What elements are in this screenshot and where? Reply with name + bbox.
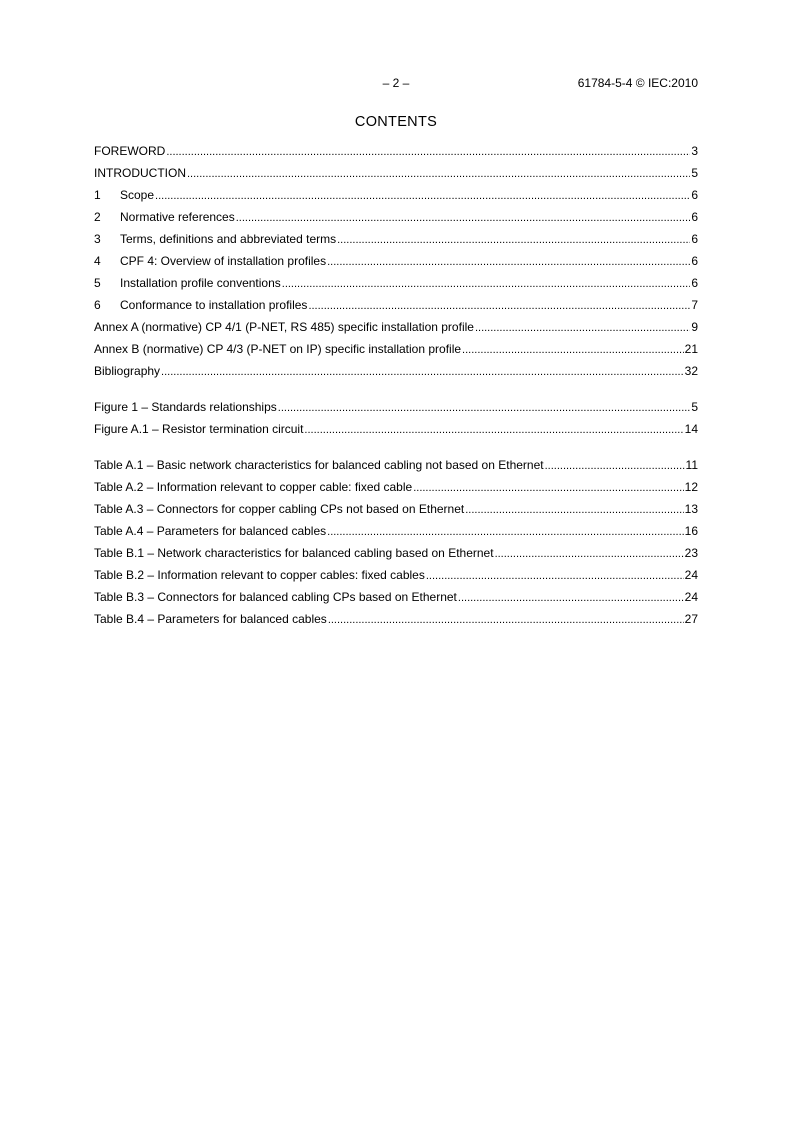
toc-entry-number: 6 xyxy=(94,298,101,312)
dot-leader xyxy=(458,590,684,604)
toc-entry-table-a3[interactable] xyxy=(94,502,698,524)
toc-entry-page: 12 xyxy=(684,480,698,494)
toc-entry-text: Table B.4 – Parameters for balanced cables xyxy=(94,612,327,626)
toc-entry-profile-conventions[interactable] xyxy=(94,276,698,298)
dot-leader xyxy=(304,422,683,436)
toc-entry-text: CPF 4: Overview of installation profiles xyxy=(120,254,327,268)
dot-leader xyxy=(475,320,690,334)
toc-entry-page: 6 xyxy=(691,232,698,246)
dot-leader xyxy=(462,342,684,356)
toc-entry-conformance[interactable] xyxy=(94,298,698,320)
toc-entry-text: Table B.2 – Information relevant to copper cables: fixed cables xyxy=(94,568,425,582)
toc-entry-text: Annex B (normative) CP 4/3 (P-NET on IP) specific installation profile xyxy=(94,342,462,356)
toc-entry-text: Table A.1 – Basic network characteristics for balanced cabling not based on Ethernet xyxy=(94,458,544,472)
toc-entry-table-b4[interactable] xyxy=(94,612,698,634)
toc-entry-table-a1[interactable] xyxy=(94,458,698,480)
toc-entry-figure-a1[interactable] xyxy=(94,422,698,444)
toc-entry-terms-definitions[interactable] xyxy=(94,232,698,254)
toc-entry-page: 24 xyxy=(684,590,698,604)
toc-entry-number: 2 xyxy=(94,210,101,224)
toc-entry-text: Scope xyxy=(120,188,155,202)
toc-entry-text: Figure A.1 – Resistor termination circuit xyxy=(94,422,304,436)
toc-entry-page: 23 xyxy=(684,546,698,560)
dot-leader xyxy=(308,298,690,312)
toc-entry-text: Table A.3 – Connectors for copper cabling CPs not based on Ethernet xyxy=(94,502,465,516)
dot-leader xyxy=(426,568,684,582)
toc-entry-page: 16 xyxy=(684,524,698,538)
dot-leader xyxy=(328,612,684,626)
dot-leader xyxy=(282,276,691,290)
dot-leader xyxy=(166,144,690,158)
page-title: CONTENTS xyxy=(354,114,438,130)
toc-entry-page: 14 xyxy=(684,422,698,436)
section-spacer xyxy=(94,444,698,458)
toc-entry-page: 5 xyxy=(691,400,698,414)
dot-leader xyxy=(413,480,683,494)
dot-leader xyxy=(327,254,690,268)
toc-entry-page: 21 xyxy=(684,342,698,356)
toc-entry-table-b3[interactable] xyxy=(94,590,698,612)
toc-entry-cpf4-overview[interactable] xyxy=(94,254,698,276)
toc-entry-table-b2[interactable] xyxy=(94,568,698,590)
toc-entry-figure-1[interactable] xyxy=(94,400,698,422)
dot-leader xyxy=(327,524,684,538)
toc-entry-text: Conformance to installation profiles xyxy=(120,298,308,312)
dot-leader xyxy=(495,546,684,560)
table-of-contents xyxy=(94,144,698,634)
toc-entry-number: 5 xyxy=(94,276,101,290)
toc-entry-text: Figure 1 – Standards relationships xyxy=(94,400,277,414)
toc-entry-text: FOREWORD xyxy=(94,144,166,158)
dot-leader xyxy=(278,400,691,414)
toc-entry-table-b1[interactable] xyxy=(94,546,698,568)
toc-entry-foreword[interactable] xyxy=(94,144,698,166)
toc-entry-text: Table A.4 – Parameters for balanced cables xyxy=(94,524,327,538)
document-page xyxy=(94,0,698,1122)
toc-entry-page: 3 xyxy=(691,144,698,158)
toc-entry-text: Normative references xyxy=(120,210,235,224)
toc-entry-annex-a[interactable] xyxy=(94,320,698,342)
toc-entry-page: 9 xyxy=(691,320,698,334)
toc-entry-text: Terms, definitions and abbreviated terms xyxy=(120,232,337,246)
toc-entry-number: 4 xyxy=(94,254,101,268)
toc-entry-text: Table A.2 – Information relevant to copper cable: fixed cable xyxy=(94,480,413,494)
toc-entry-text: Table B.3 – Connectors for balanced cabling CPs based on Ethernet xyxy=(94,590,457,604)
dot-leader xyxy=(545,458,685,472)
page-number: – 2 – xyxy=(382,76,410,90)
toc-entry-page: 6 xyxy=(691,254,698,268)
section-spacer xyxy=(94,386,698,400)
toc-entry-page: 32 xyxy=(684,364,698,378)
toc-entry-text: Table B.1 – Network characteristics for balanced cabling based on Ethernet xyxy=(94,546,494,560)
toc-entry-annex-b[interactable] xyxy=(94,342,698,364)
toc-entry-table-a4[interactable] xyxy=(94,524,698,546)
toc-entry-normative-references[interactable] xyxy=(94,210,698,232)
toc-entry-number: 1 xyxy=(94,188,101,202)
toc-entry-text: Bibliography xyxy=(94,364,161,378)
toc-entry-page: 13 xyxy=(684,502,698,516)
dot-leader xyxy=(236,210,691,224)
toc-entry-page: 24 xyxy=(684,568,698,582)
toc-entry-page: 6 xyxy=(691,188,698,202)
toc-entry-text: Installation profile conventions xyxy=(120,276,281,290)
toc-entry-page: 5 xyxy=(691,166,698,180)
toc-entry-bibliography[interactable] xyxy=(94,364,698,386)
dot-leader xyxy=(187,166,690,180)
toc-entry-introduction[interactable] xyxy=(94,166,698,188)
toc-entry-page: 7 xyxy=(691,298,698,312)
toc-entry-text: INTRODUCTION xyxy=(94,166,186,180)
dot-leader xyxy=(337,232,690,246)
toc-entry-page: 6 xyxy=(691,276,698,290)
page-header xyxy=(94,76,698,94)
dot-leader xyxy=(465,502,683,516)
dot-leader xyxy=(155,188,690,202)
dot-leader xyxy=(161,364,684,378)
toc-entry-page: 11 xyxy=(685,458,698,472)
toc-entry-number: 3 xyxy=(94,232,101,246)
toc-entry-table-a2[interactable] xyxy=(94,480,698,502)
toc-entry-page: 27 xyxy=(684,612,698,626)
toc-entry-page: 6 xyxy=(691,210,698,224)
toc-entry-scope[interactable] xyxy=(94,188,698,210)
document-reference: 61784-5-4 © IEC:2010 xyxy=(577,76,698,90)
toc-entry-text: Annex A (normative) CP 4/1 (P-NET, RS 485) specific installation profile xyxy=(94,320,474,334)
